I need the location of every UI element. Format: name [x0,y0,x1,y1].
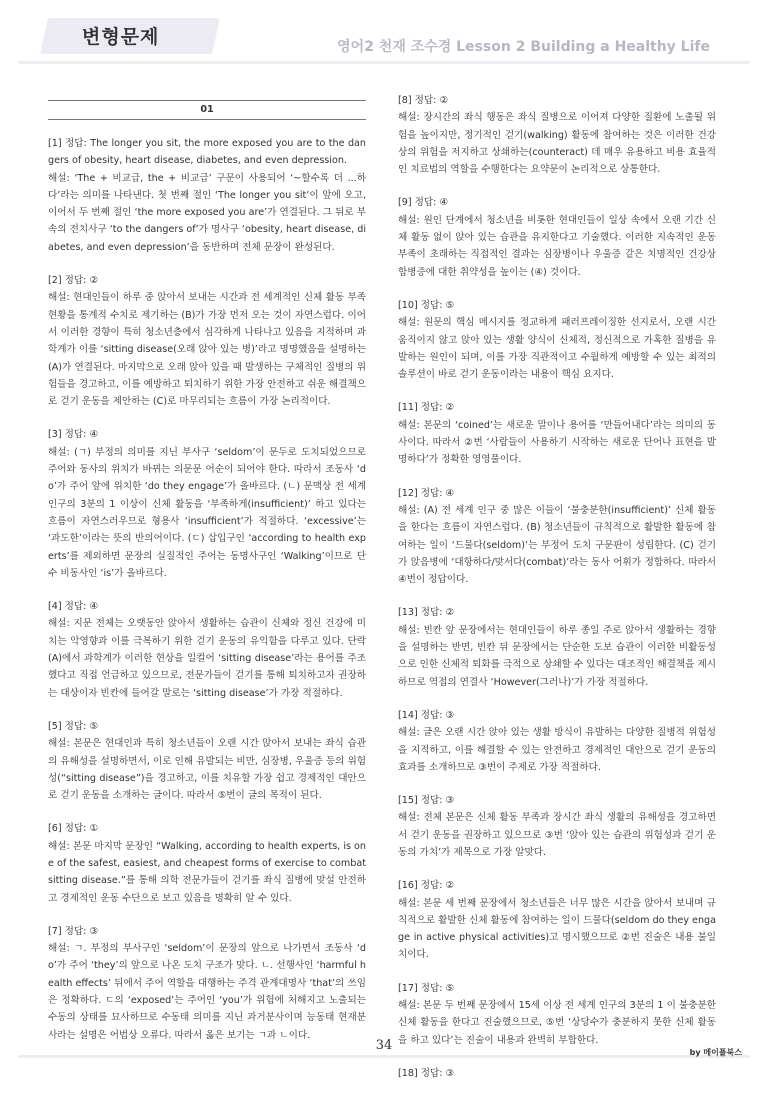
explanation-text: 해설: 지문 전체는 오랫동안 앉아서 생활하는 습관이 신체와 정신 건강에 미치는 악영향과 이를 극복하기 위한 걷기 운동의 유익함을 다루고 있다. 단락 (A)에서 과학계가 이러한 현상을 일컬어 ‘sitting disease’라는 용어를 주조했다고 직접 언급하고 있으므로, 전문가들이 걷기를 통해 퇴치하고자 권장하는 대상이자 빈칸에 들어갈 말로는 ‘sitting disease’가 가장 적절하다. [48,618,366,699]
answer-line: [4] 정답: ④ [48,601,99,613]
answer-item [48,426,366,582]
answer-item [48,718,366,804]
publisher-brand: by 메이플북스 [689,1048,742,1057]
answer-line: [1] 정답: The longer you sit, the more exposed you are to the dangers of obesity, heart disease, diabetes, and even depression. [48,138,366,167]
explanation-text: 해설: ‘The + 비교급, the + 비교급’ 구문이 사용되어 ‘~할수록 더 ...하다’라는 의미를 나타낸다. 첫 번째 절인 ‘The longer you sit’이 앞에 오고, 이어서 두 번째 절인 ‘the more exposed you are’가 연결된다. 그 뒤로 부속의 전치사구 ‘to the dangers of’가 명사구 ‘obesity, heart disease, diabetes, and even depression’을 동반하며 전체 문장이 완성된다. [48,172,366,253]
answer-item [48,272,366,410]
header-tab-label: 변형문제 [82,26,160,48]
answer-item [398,792,716,861]
section-heading: 01 [48,100,366,120]
explanation-text: 해설: 본문 마지막 문장인 “Walking, according to health experts, is one of the safest, easiest, and cheapest forms of exercise to combat sitting disease.”를 통해 의학 전문가들이 걷기를 좌식 질병에 맞설 안전하고 경제적인 운동 수단으로 보고 있음을 명확히 알 수 있다. [48,840,367,904]
explanation-text: 해설: 현대인들이 하루 중 앉아서 보내는 시간과 전 세계적인 신체 활동 부족 현황을 통계적 수치로 제기하는 (B)가 가장 먼저 오는 것이 자연스럽다. 이어서 이러한 경향이 특히 청소년층에서 심각하게 나타나고 있음을 지적하며 과학계가 이를 ‘sitting disease(오래 앉아 있는 병)’라고 명명했음을 설명하는 (A)가 연결된다. 마지막으로 오래 앉아 있을 때 발생하는 구체적인 질병의 위험들을 경고하고, 이를 예방하고 퇴치하기 위한 가장 안전하고 쉬운 해결책으로 걷기 운동을 제안하는 (C)로 마무리되는 흐름이 가장 논리적이다. [48,292,366,408]
answer-line: [13] 정답: ② [398,607,455,619]
answer-item [398,399,716,468]
right-column [398,92,716,1098]
answer-line: [6] 정답: ① [48,823,99,835]
answer-line: [9] 정답: ④ [398,197,449,209]
answer-line: [12] 정답: ④ [398,487,455,499]
answer-item [398,297,716,383]
explanation-text: 해설: 빈칸 앞 문장에서는 현대인들이 하루 종일 주로 앉아서 생활하는 경향을 설명하는 반면, 빈칸 뒤 문장에서는 단순한 도보 습관이 이러한 비활동성으로 인한 신체적 퇴화를 극적으로 상쇄할 수 있다는 대조적인 해결책을 제시하므로 역접의 연결사 ‘However(그러나)’가 가장 적절하다. [398,624,716,688]
explanation-text: 해설: 본문의 ‘coined’는 새로운 말이나 용어를 ‘만들어내다’라는 의미의 동사이다. 따라서 ②번 ‘사람들이 사용하기 시작하는 새로운 단어나 표현을 발명하다’가 정확한 영영풀이다. [398,419,716,466]
header-divider [18,61,750,64]
answer-item [398,1065,716,1082]
page-number: 34 [375,1038,393,1053]
answer-item [398,485,716,589]
explanation-text: 해설: 본문은 현대인과 특히 청소년들이 오랜 시간 앉아서 보내는 좌식 습관의 유해성을 설명하면서, 이로 인해 유발되는 비만, 심장병, 우울증 등의 위험성(“sitting disease”)을 경고하고, 이를 치유할 가장 쉽고 경제적인 대안으로 걷기 운동을 소개하는 글이다. 따라서 ⑤번이 글의 목적이 된다. [48,738,366,802]
footer-divider [18,1055,750,1058]
explanation-text: 해설: (ㄱ) 부정의 의미를 지닌 부사구 ‘seldom’이 문두로 도치되었으므로 주어와 동사의 위치가 바뀌는 의문문 어순이 되어야 한다. 따라서 조동사 ‘do’가 주어 앞에 위치한 ‘do they engage’가 올바르다. (ㄴ) 문맥상 전 세계 인구의 3분의 1 이상이 신체 활동을 ‘부족하게(insufficient)’ 하고 있다는 흐름이 자연스러우므로 형용사 ‘insufficient’가 적절하다. ‘excessive’는 ‘과도한’이라는 뜻의 반의어이다. (ㄷ) 삽입구인 ‘according to health experts’를 제외하면 문장의 실질적인 주어는 동명사구인 ‘Walking’이므로 단수 비동사인 ‘is’가 올바르다. [48,446,366,579]
answer-line: [8] 정답: ② [398,95,449,106]
answer-line: [5] 정답: ⑤ [48,720,99,732]
answer-line: [10] 정답: ⑤ [398,299,455,311]
answer-item [48,923,366,1044]
answer-item [398,877,716,963]
answer-line: [16] 정답: ② [398,880,455,892]
answer-line: [17] 정답: ⑤ [398,982,455,994]
answer-item [48,598,366,702]
explanation-text: 해설: 원문의 핵심 메시지를 정교하게 패러프레이징한 선지로서, 오랜 시간 움직이지 않고 앉아 있는 생활 양식이 신체적, 정신적으로 가혹한 질병을 유발하는 원인이 되며, 이를 가장 직관적이고 수월하게 예방할 수 있는 최적의 솔루션이 바로 걷기 운동이라는 내용이 핵심 요지다. [398,317,716,381]
answer-line: [11] 정답: ② [398,402,455,414]
answer-item [398,194,716,280]
explanation-text: 해설: 본문 두 번째 문장에서 15세 이상 전 세계 인구의 3분의 1 이 불충분한 신체 활동을 한다고 진술했으므로, ⑤번 ‘상당수가 충분하지 못한 신체 활동을 하고 있다’는 진술이 내용과 완벽히 부합한다. [398,1000,716,1046]
page-title: 영어2 천재 조수경 Lesson 2 Building a Healthy Life [337,39,710,55]
answer-line: [7] 정답: ③ [48,925,99,937]
explanation-text: 해설: 원인 단계에서 청소년을 비롯한 현대인들이 일상 속에서 오랜 기간 신체 활동 없이 앉아 있는 습관을 유지한다고 기술했다. 이러한 지속적인 운동 부족이 초래하는 직접적인 결과는 심장병이나 우울증 같은 치명적인 건강상 합병증에 대한 취약성을 높이는 (④) 것이다. [398,214,716,278]
explanation-text: 해설: (A) 전 세계 인구 중 많은 이들이 ‘불충분한(insufficient)’ 신체 활동을 한다는 흐름이 자연스럽다. (B) 청소년들이 규칙적으로 활발한 활동에 참여하는 일이 ‘드물다(seldom)’는 부정어 도치 구문판이 성립한다. (C) 걷기가 앉음병에 ‘대항하다/맞서다(combat)’라는 동사 어휘가 정합하다. 따라서 ④번이 정답이다. [398,504,716,586]
answer-item [48,135,366,256]
left-column [48,86,366,1060]
answer-list-right [398,92,716,1082]
answer-list-left [48,135,366,1044]
answer-line: [2] 정답: ② [48,275,99,287]
answer-line: [14] 정답: ③ [398,709,455,721]
answer-line: [3] 정답: ④ [48,429,99,441]
explanation-text: 해설: 글은 오랜 시간 앉아 있는 생활 방식이 유발하는 다양한 질병적 위험성을 지적하고, 이를 해결할 수 있는 안전하고 경제적인 대안으로 걷기 운동의 효과를 소개하므로 ③번이 주제로 가장 적절하다. [398,727,716,773]
explanation-text: 해설: 전체 본문은 신체 활동 부족과 장시간 좌식 생활의 유해성을 경고하면서 걷기 운동을 권장하고 있으므로 ③번 ‘앉아 있는 습관의 위험성과 걷기 운동의 가치’가 제목으로 가장 알맞다. [398,812,716,858]
explanation-text: 해설: ㄱ. 부정의 부사구인 ‘seldom’이 문장의 앞으로 나가면서 조동사 ‘do’가 주어 ‘they’의 앞으로 나온 도치 구조가 맞다. ㄴ. 선행사인 ‘harmful health effects’ 뒤에서 주어 역할을 대행하는 주격 관계대명사 ‘that’의 쓰임은 정확하다. ㄷ의 ‘exposed’는 주어인 ‘you’가 위험에 처해지고 노출되는 수동의 상태를 묘사하므로 수동태 의미를 지닌 과거분사이며 능동태 현재분사라는 설명은 어법상 오류다. 따라서 옳은 보기는 ㄱ과 ㄴ이다. [48,943,366,1041]
answer-item [398,604,716,690]
explanation-text: 해설: 본문 세 번째 문장에서 청소년들은 너무 많은 시간을 앉아서 보내며 규칙적으로 활발한 신체 활동에 참여하는 일이 드물다(seldom do they engage in active physical activities)고 명시했으므로 ②번 진술은 내용 불일치이다. [398,897,717,961]
answer-item [398,707,716,776]
answer-item [398,92,716,178]
answer-line: [18] 정답: ③ [398,1067,455,1079]
explanation-text: 해설: 장시간의 좌식 행동은 좌식 질병으로 이어져 다양한 질환에 노출될 위험을 높이지만, 정기적인 걷기(walking) 활동에 참여하는 것은 이러한 건강상의 위험을 저지하고 상쇄하는(counteract) 데 매우 유용하고 비용 효율적인 치료법의 역할을 수행한다는 요약문이 논리적으로 상통한다. [398,112,716,176]
answer-line: [15] 정답: ③ [398,795,455,807]
answer-item [48,820,366,906]
